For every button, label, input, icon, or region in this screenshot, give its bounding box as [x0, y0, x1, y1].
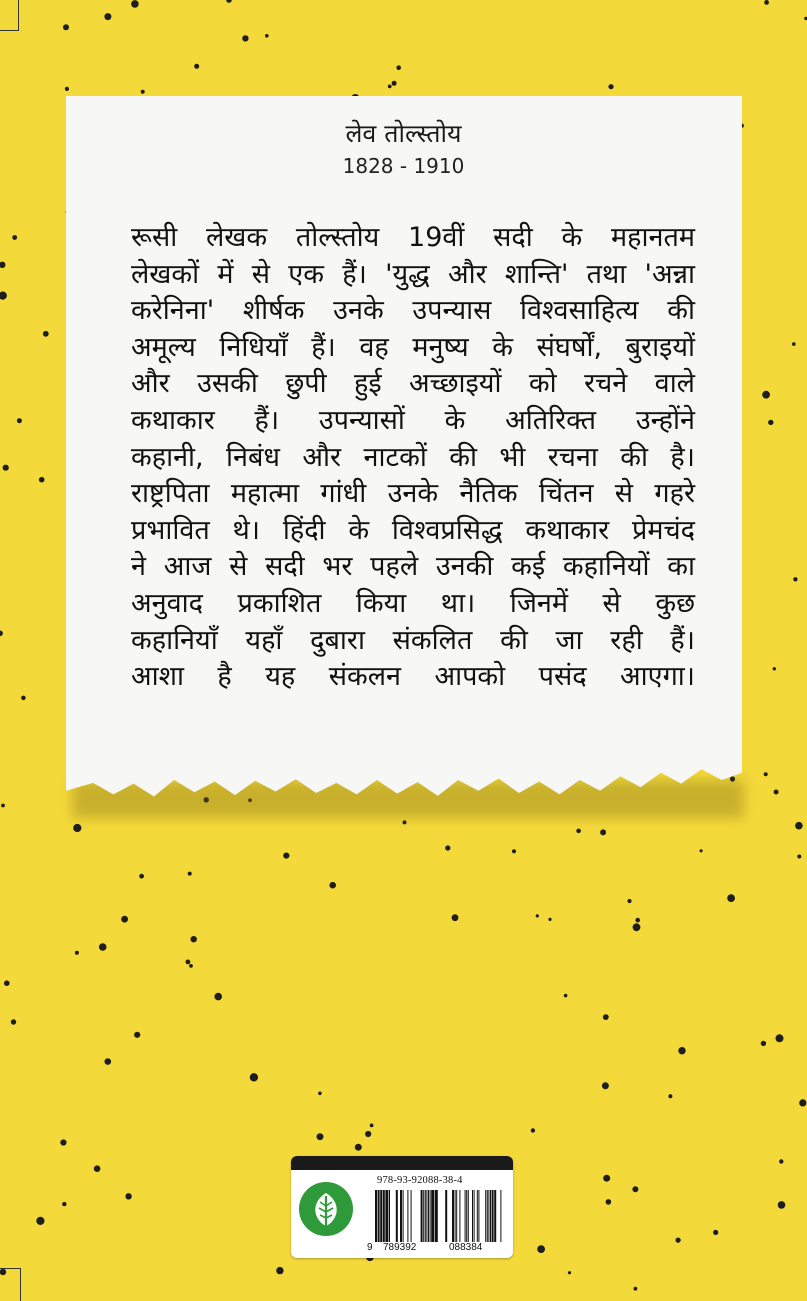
- polka-dot: [403, 820, 407, 824]
- polka-dot: [774, 790, 779, 795]
- polka-dot: [713, 1230, 718, 1235]
- barcode-bar: [490, 1190, 491, 1242]
- barcode-bar: [456, 1190, 457, 1242]
- polka-dot: [445, 845, 450, 850]
- polka-dot: [318, 1092, 322, 1096]
- polka-dot: [3, 465, 9, 471]
- polka-dot: [317, 1133, 324, 1140]
- blurb-text: [131, 220, 695, 696]
- polka-dot: [65, 87, 69, 91]
- crop-mark-top-left: [0, 0, 19, 31]
- blurb-line: कहानियाँ यहाँ दुबारा संकलित की जा रही हैं।: [131, 624, 695, 656]
- barcode-bar: [445, 1190, 447, 1242]
- polka-dot: [365, 1131, 371, 1137]
- polka-dot: [627, 899, 631, 903]
- polka-dot: [764, 772, 768, 776]
- polka-dot: [768, 420, 773, 425]
- polka-dot: [214, 993, 222, 1001]
- barcode-bar: [375, 1190, 377, 1242]
- barcode-bar: [477, 1190, 478, 1242]
- polka-dot: [141, 90, 145, 94]
- blurb-line: करेनिना' शीर्षक उनके उपन्यास विश्वसाहित्य की: [131, 295, 695, 327]
- isbn-number: 978-93-92088-38-4: [377, 1175, 463, 1186]
- polka-dot: [43, 331, 49, 337]
- polka-dot: [1, 804, 5, 808]
- blurb-line: प्रभावित थे। हिंदी के विश्वप्रसिद्ध कथाकार प्रेमचंद: [131, 514, 695, 546]
- polka-dot: [94, 1165, 101, 1172]
- polka-dot: [21, 696, 26, 701]
- author-years: 1828 - 1910: [342, 154, 465, 178]
- polka-dot: [0, 292, 7, 300]
- polka-dot: [668, 1094, 672, 1098]
- polka-dot: [329, 882, 336, 889]
- polka-dot: [600, 829, 606, 835]
- polka-dot: [188, 872, 192, 876]
- polka-dot: [776, 1034, 784, 1042]
- polka-dot: [396, 65, 401, 70]
- polka-dot: [792, 342, 796, 346]
- blurb-line: राष्ट्रपिता महात्मा गांधी उनके नैतिक चिंतन से गहरे: [131, 478, 695, 510]
- barcode-bar: [487, 1190, 488, 1242]
- polka-dot: [73, 824, 81, 832]
- polka-dot: [564, 994, 568, 998]
- polka-dot: [12, 235, 17, 240]
- polka-dot: [700, 849, 703, 852]
- barcode-bar: [466, 1190, 467, 1242]
- polka-dot: [121, 916, 128, 923]
- crop-mark-bottom-left: [0, 1268, 21, 1301]
- polka-dot: [105, 1058, 112, 1065]
- polka-dot: [537, 1245, 545, 1253]
- blurb-line: अनुवाद प्रकाशित किया था। जिनमें से कुछ: [131, 587, 695, 619]
- polka-dot: [191, 936, 197, 942]
- polka-dot: [603, 1014, 609, 1020]
- barcode-bar: [431, 1190, 434, 1242]
- polka-dot: [17, 418, 22, 423]
- polka-dot: [194, 64, 199, 69]
- barcode-bar: [428, 1190, 429, 1242]
- barcode-bar: [423, 1190, 424, 1242]
- polka-dot: [793, 577, 797, 581]
- barcode-bar: [383, 1190, 385, 1242]
- polka-dot: [548, 918, 551, 921]
- polka-dot: [99, 943, 107, 951]
- leaf-icon: [299, 1182, 353, 1236]
- blurb-line: रूसी लेखक तोल्स्तोय 19वीं सदी के महानतम: [131, 222, 695, 253]
- polka-dot: [392, 81, 397, 86]
- barcode-bar: [435, 1190, 438, 1242]
- polka-dot: [60, 1139, 66, 1145]
- barcode-bar: [426, 1190, 427, 1242]
- polka-dot: [283, 853, 289, 859]
- polka-dot: [75, 951, 79, 955]
- polka-dot: [764, 0, 769, 5]
- isbn-barcode-panel: [291, 1156, 513, 1258]
- polka-dot: [189, 964, 193, 968]
- barcode-bar: [396, 1190, 398, 1242]
- barcode-bar: [492, 1190, 494, 1242]
- polka-dot: [0, 262, 6, 268]
- barcode-bar: [385, 1190, 388, 1242]
- polka-dot: [576, 829, 581, 834]
- polka-dot: [134, 1032, 140, 1038]
- barcode-bar: [459, 1190, 460, 1242]
- barcode-digits-left: 789392: [383, 1242, 417, 1253]
- polka-dot: [602, 1082, 609, 1089]
- polka-dot: [795, 822, 803, 830]
- polka-dot: [11, 1019, 16, 1024]
- barcode-bar: [500, 1190, 501, 1242]
- polka-dot: [797, 855, 801, 859]
- polka-dot: [799, 1099, 806, 1106]
- polka-dot: [131, 0, 139, 8]
- blurb-line: कथाकार हैं। उपन्यासों के अतिरिक्त उन्होंने: [131, 404, 695, 436]
- barcode-bars: [373, 1190, 503, 1242]
- polka-dot: [276, 1267, 283, 1274]
- polka-dot: [632, 1186, 638, 1192]
- polka-dot: [452, 914, 459, 921]
- polka-dot: [139, 874, 144, 879]
- barcode-bar: [494, 1190, 496, 1242]
- blurb-line: अमूल्य निधियाँ हैं। वह मनुष्य के संघर्षों, बुराइयों: [131, 331, 695, 363]
- barcode-bar: [485, 1190, 486, 1242]
- barcode-bar: [380, 1190, 382, 1242]
- blurb-line: आशा है यह संकलन आपको पसंद आएगा।: [131, 661, 695, 693]
- polka-dot: [727, 894, 735, 902]
- barcode-bar: [425, 1190, 426, 1242]
- polka-dot: [125, 1193, 131, 1199]
- barcode-bar: [472, 1190, 473, 1242]
- polka-dot: [568, 1271, 571, 1274]
- polka-dot: [531, 1128, 535, 1132]
- barcode-bar: [403, 1190, 404, 1242]
- polka-dot: [512, 849, 516, 853]
- barcode-bar: [411, 1190, 412, 1242]
- barcode-digit-lead: 9: [367, 1242, 373, 1253]
- barcode-bar: [400, 1190, 402, 1242]
- polka-dot: [186, 960, 191, 965]
- polka-dot: [226, 0, 232, 3]
- polka-dot: [773, 667, 776, 670]
- barcode-bar: [389, 1190, 390, 1242]
- author-name: लेव तोल्स्तोय: [345, 119, 462, 148]
- barcode-bar: [488, 1190, 489, 1242]
- barcode-bar: [468, 1190, 469, 1242]
- blurb-line: और उसकी छुपी हुई अच्छाइयों को रचने वाले: [131, 368, 695, 400]
- polka-dot: [606, 1199, 612, 1205]
- polka-dot: [355, 1144, 362, 1151]
- polka-dot: [634, 1287, 638, 1291]
- barcode-bar: [430, 1190, 431, 1242]
- polka-dot: [388, 85, 392, 89]
- polka-dot: [678, 1047, 685, 1054]
- blurb-line: ने आज से सदी भर पहले उनकी कई कहानियों का: [131, 551, 695, 583]
- polka-dot: [779, 1159, 783, 1163]
- polka-dot: [778, 1201, 786, 1209]
- barcode-bar: [452, 1190, 454, 1242]
- barcode-bar: [407, 1190, 408, 1242]
- polka-dot: [370, 1124, 374, 1128]
- polka-dot: [762, 391, 770, 399]
- barcode-header-bar: [291, 1156, 513, 1170]
- polka-dot: [265, 34, 269, 38]
- barcode-bar: [455, 1190, 456, 1242]
- polka-dot: [36, 1217, 44, 1225]
- polka-dot: [633, 923, 641, 931]
- blurb-line: लेखकों में से एक हैं। 'युद्ध और शान्ति' तथा 'अन्ना: [131, 258, 695, 290]
- polka-dot: [63, 24, 69, 30]
- polka-dot: [536, 914, 539, 917]
- polka-dot: [603, 1175, 610, 1182]
- polka-dot: [4, 980, 10, 986]
- polka-dot: [62, 1202, 66, 1206]
- polka-dot: [250, 1073, 258, 1081]
- blurb-line: कहानी, निबंध और नाटकों की भी रचना की है।: [131, 441, 695, 473]
- barcode-bar: [474, 1190, 475, 1242]
- polka-dot: [242, 35, 248, 41]
- barcode-bar: [378, 1190, 380, 1242]
- polka-dot: [608, 84, 613, 89]
- barcode-digits-right: 088384: [449, 1242, 483, 1253]
- barcode-bar: [465, 1190, 466, 1242]
- barcode-bar: [478, 1190, 479, 1242]
- polka-dot: [676, 1238, 681, 1243]
- polka-dot: [39, 477, 45, 483]
- polka-dot: [104, 13, 111, 20]
- polka-dot: [635, 918, 640, 923]
- barcode-bar: [421, 1190, 423, 1242]
- polka-dot: [0, 631, 3, 637]
- polka-dot: [761, 1041, 766, 1046]
